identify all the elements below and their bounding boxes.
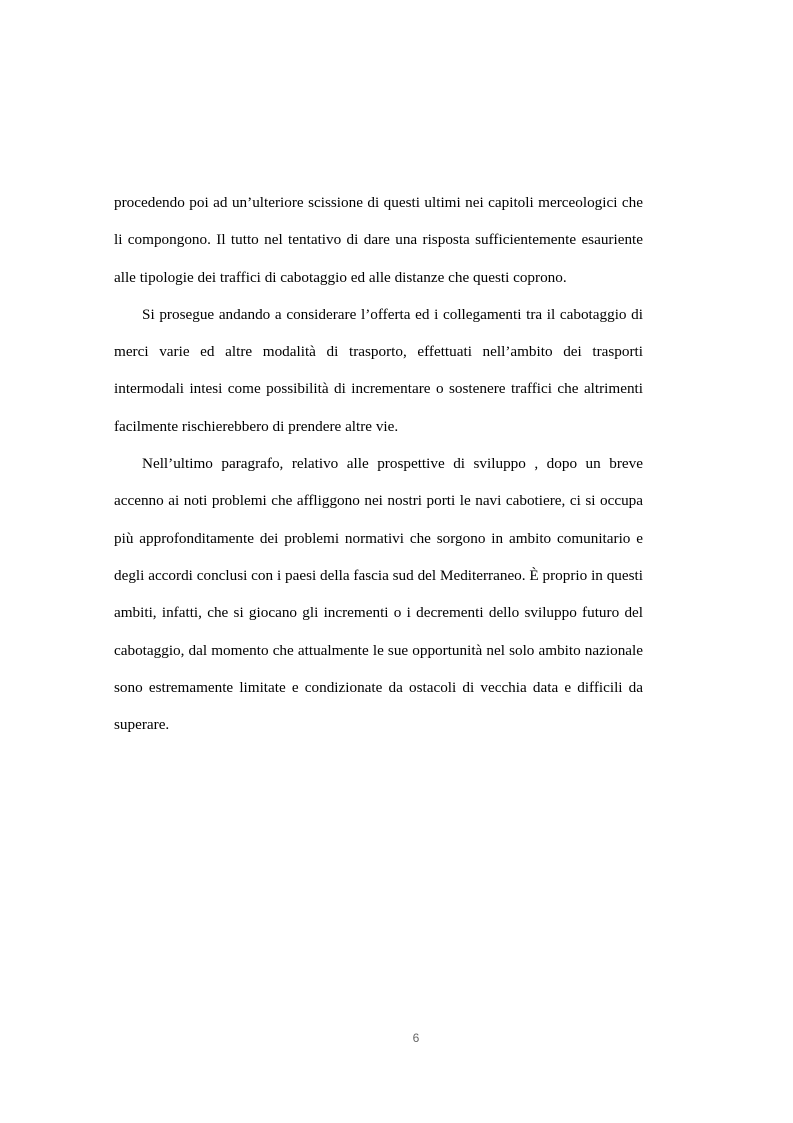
- paragraph-prospects: Nell’ultimo paragrafo, relativo alle prospettive di sviluppo , dopo un breve accenno ai noti problemi che affliggono nei nostri porti le navi cabotiere, ci si occupa più approfonditamente dei problemi normativi che sorgono in ambito comunitario e degli accordi conclusi con i paesi della fascia sud del Mediterraneo. È proprio in questi ambiti, infatti, che si giocano gli incrementi o i decrementi dello sviluppo futuro del cabotaggio, dal momento che attualmente le sue opportunità nel solo ambito nazionale sono estremamente limitate e condizionate da ostacoli di vecchia data e difficili da superare.: [114, 455, 643, 734]
- paragraph-intermodal: Si prosegue andando a considerare l’offerta ed i collegamenti tra il cabotaggio di merci varie ed altre modalità di trasporto, effettuati nell’ambito dei trasporti intermodali intesi come possibilità di incrementare o sostenere traffici che altrimenti facilmente rischierebbero di prendere altre vie.: [114, 305, 643, 435]
- body-text: [114, 184, 643, 743]
- page-number: 6: [412, 1031, 420, 1045]
- paragraph-continuation: procedendo poi ad un’ulteriore scissione di questi ultimi nei capitoli merceologici che li compongono. Il tutto nel tentativo di dare una risposta sufficientemente esauriente alle tipologie dei traffici di cabotaggio ed alle distanze che questi coprono.: [114, 194, 643, 286]
